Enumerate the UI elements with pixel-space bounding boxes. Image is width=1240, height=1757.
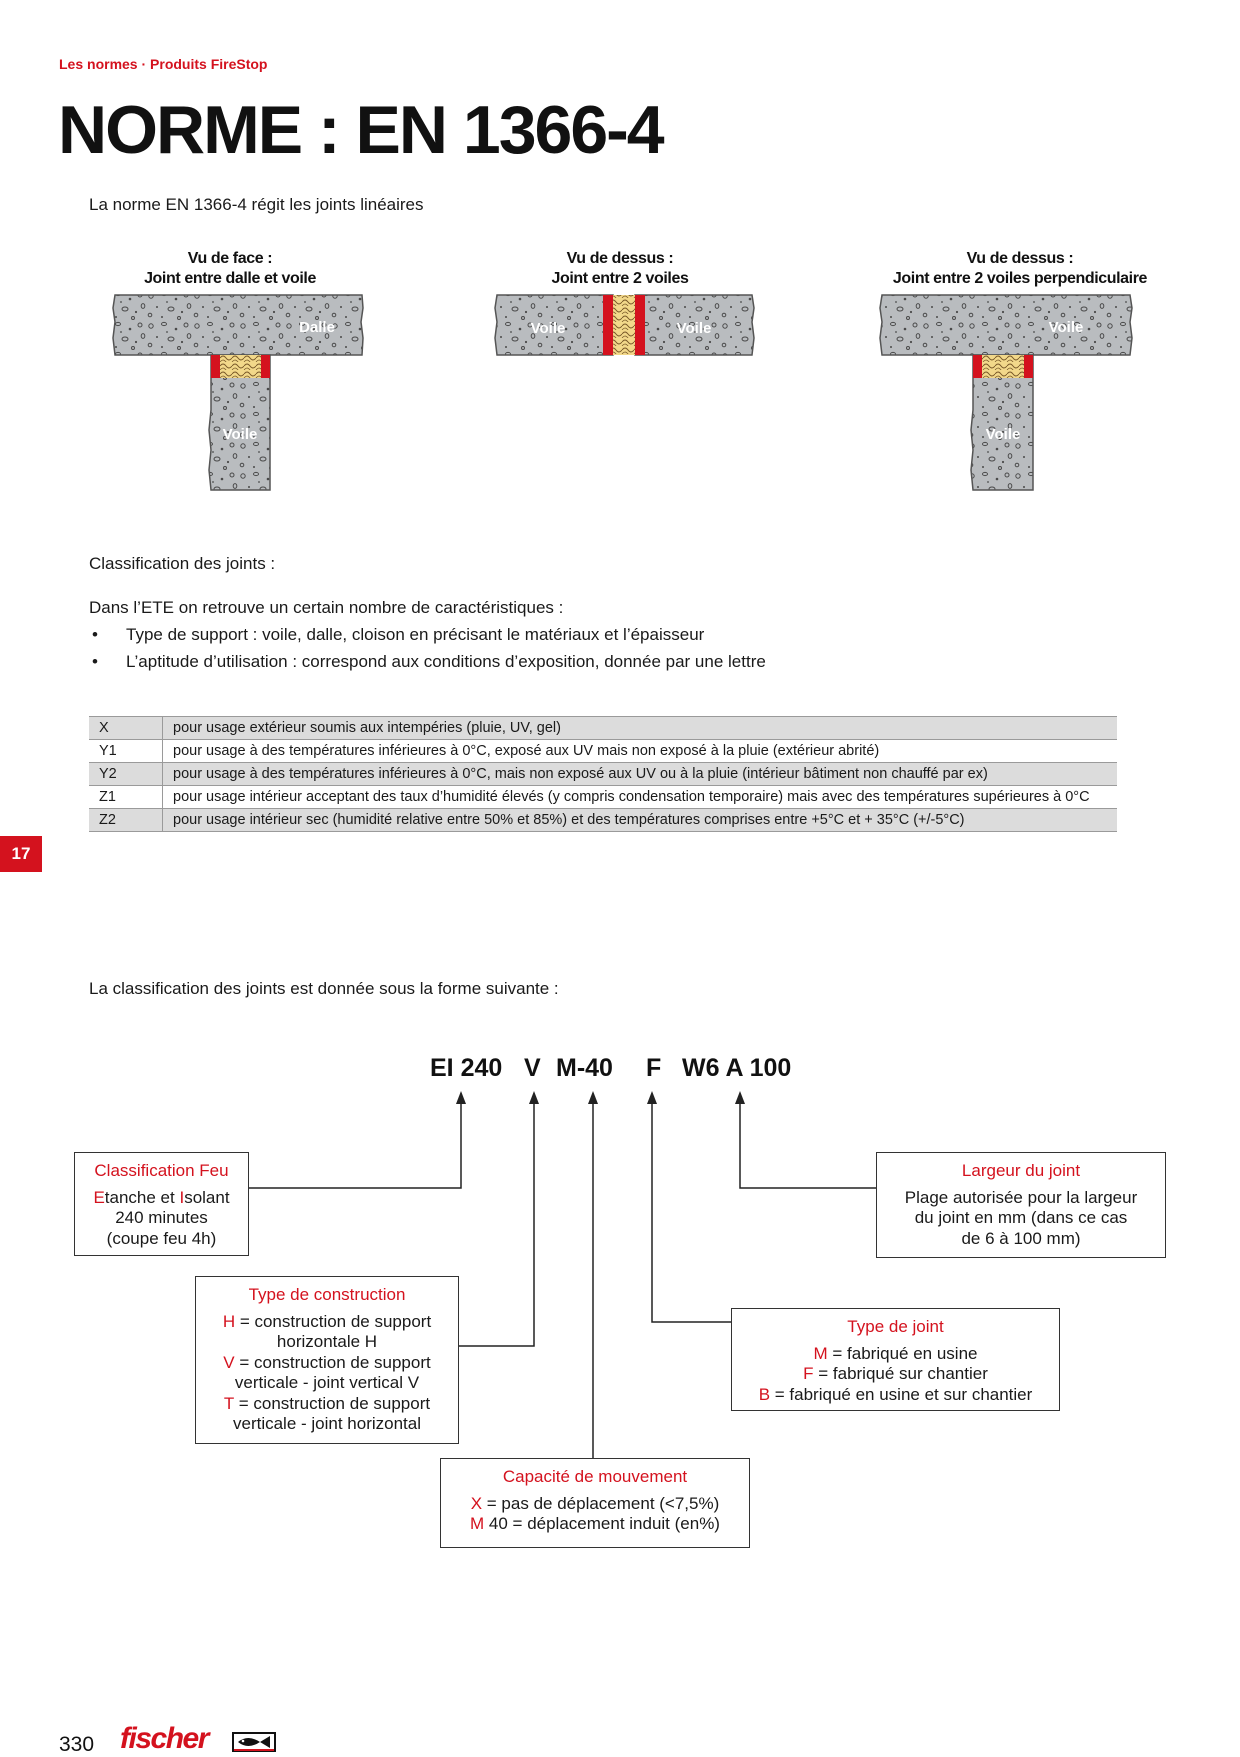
figure-caption-3	[860, 249, 1180, 289]
table-row	[89, 740, 1117, 763]
insulation-shape	[220, 355, 261, 378]
figure-caption-line: Vu de dessus :	[966, 250, 1074, 267]
box-line: Etanche et Isolant	[93, 1187, 230, 1207]
box-line: F = fabriqué sur chantier	[803, 1364, 988, 1383]
box-title: Capacité de mouvement	[502, 1467, 688, 1486]
box-line: verticale - joint vertical V	[234, 1373, 420, 1392]
figure-caption-line: Vu de face :	[187, 250, 273, 267]
wall-label: Voile	[985, 426, 1021, 443]
code-part-width: W6 A 100	[682, 1054, 792, 1082]
list-item: • L’aptitude d’utilisation : correspond aux conditions d’exposition, donnée par une lettre	[89, 648, 1129, 675]
fischer-fish-icon	[232, 1731, 276, 1753]
table-cell-description: pour usage extérieur soumis aux intempéries (pluie, UV, gel)	[163, 717, 1118, 740]
chapter-tab: 17	[0, 836, 42, 872]
box-line: T = construction de support	[223, 1393, 431, 1413]
exposure-classes-table	[89, 716, 1117, 832]
table-cell-description: pour usage à des températures inférieures à 0°C, exposé aux UV mais non exposé à la pluie (extérieur abrité)	[163, 740, 1118, 763]
arrow-up-icon	[529, 1091, 539, 1104]
joint-width-box	[876, 1152, 1166, 1258]
figure-caption-line: Joint entre dalle et voile	[144, 270, 316, 287]
box-line: 240 minutes	[115, 1208, 208, 1227]
box-line: (coupe feu 4h)	[106, 1228, 217, 1248]
connector-fire	[249, 1104, 461, 1188]
figure-caption-line: Joint entre 2 voiles	[551, 270, 689, 287]
table-cell-code: Y2	[89, 763, 163, 786]
insulation-shape	[613, 295, 635, 355]
box-line: Plage autorisée pour la largeur	[904, 1187, 1138, 1207]
box-line: verticale - joint horizontal	[232, 1414, 422, 1433]
joint-diagram-two-walls	[490, 290, 760, 370]
classification-lead: Dans l’ETE on retrouve un certain nombre de caractéristiques :	[89, 598, 564, 617]
box-line: X = pas de déplacement (<7,5%)	[470, 1493, 720, 1513]
wall-label: Voile	[1048, 319, 1084, 336]
arrow-up-icon	[456, 1091, 466, 1104]
arrow-up-icon	[588, 1091, 598, 1104]
figure-caption-1	[90, 249, 370, 289]
page-number: 330	[59, 1733, 95, 1756]
construction-type-box	[195, 1276, 459, 1444]
figure-caption-line: Joint entre 2 voiles perpendiculaire	[892, 270, 1148, 287]
table-cell-code: Y1	[89, 740, 163, 763]
fire-classification-box	[74, 1152, 249, 1256]
box-title: Largeur du joint	[961, 1161, 1081, 1180]
table-cell-description: pour usage intérieur sec (humidité relative entre 50% et 85%) et des températures comprises entre +5°C et + 35°C (+/-5°C)	[163, 809, 1118, 832]
box-title: Type de joint	[847, 1317, 944, 1336]
box-line: M 40 = déplacement induit (en%)	[470, 1514, 720, 1533]
figure-caption-line: Vu de dessus :	[566, 250, 674, 267]
list-item: • Type de support : voile, dalle, cloison en précisant le matériaux et l’épaisseur	[89, 621, 1129, 648]
intro-text: La norme EN 1366-4 régit les joints linéaires	[89, 195, 424, 214]
classification-heading: Classification des joints :	[89, 554, 276, 573]
wall-horizontal-shape	[880, 295, 1132, 355]
page-title: NORME : EN 1366-4	[58, 92, 663, 168]
table-row	[89, 763, 1117, 786]
code-part-joint-type: F	[646, 1054, 662, 1082]
form-intro-text: La classification des joints est donnée sous la forme suivante :	[89, 979, 559, 998]
table-cell-code: X	[89, 717, 163, 740]
box-line: de 6 à 100 mm)	[961, 1228, 1081, 1248]
joint-diagram-slab-wall	[100, 290, 380, 500]
wall-label: Voile	[530, 320, 566, 337]
box-line: M = fabriqué en usine	[813, 1343, 978, 1363]
connector-joint-type	[652, 1104, 731, 1322]
table-cell-description: pour usage à des températures inférieures à 0°C, mais non exposé aux UV ou à la pluie (intérieur bâtiment non chauffé par ex)	[163, 763, 1118, 786]
box-line: V = construction de support	[223, 1352, 431, 1372]
figure-caption-2	[470, 249, 770, 289]
arrow-up-icon	[735, 1091, 745, 1104]
movement-capacity-box	[440, 1458, 750, 1548]
joint-type-box	[731, 1308, 1060, 1411]
box-title: Type de construction	[248, 1285, 406, 1304]
code-part-movement: M-40	[556, 1054, 613, 1082]
box-line: B = fabriqué en usine et sur chantier	[758, 1384, 1033, 1404]
code-part-fire: EI 240	[430, 1054, 503, 1082]
arrow-up-icon	[647, 1091, 657, 1104]
box-line: horizontale H	[276, 1332, 378, 1351]
code-part-construction: V	[524, 1054, 541, 1082]
joint-diagram-perpendicular-walls	[875, 290, 1155, 500]
breadcrumb: Les normes · Produits FireStop	[59, 56, 268, 72]
bullet-list	[89, 621, 1129, 675]
box-line: du joint en mm (dans ce cas	[914, 1208, 1128, 1227]
box-line: H = construction de support	[222, 1311, 432, 1331]
table-row	[89, 786, 1117, 809]
brand-logo: fischer	[120, 1722, 208, 1755]
box-title: Classification Feu	[94, 1161, 229, 1180]
wall-label: Voile	[222, 426, 258, 443]
wall-label: Voile	[676, 320, 712, 337]
table-row	[89, 717, 1117, 740]
table-cell-code: Z2	[89, 809, 163, 832]
connector-width	[740, 1104, 876, 1188]
table-row	[89, 809, 1117, 832]
connector-construction	[459, 1104, 534, 1346]
table-cell-description: pour usage intérieur acceptant des taux d’humidité élevés (y compris condensation temporaire) mais avec des températures supérieures à 0°C	[163, 786, 1118, 809]
slab-label: Dalle	[299, 319, 335, 336]
table-cell-code: Z1	[89, 786, 163, 809]
insulation-shape	[982, 355, 1024, 378]
